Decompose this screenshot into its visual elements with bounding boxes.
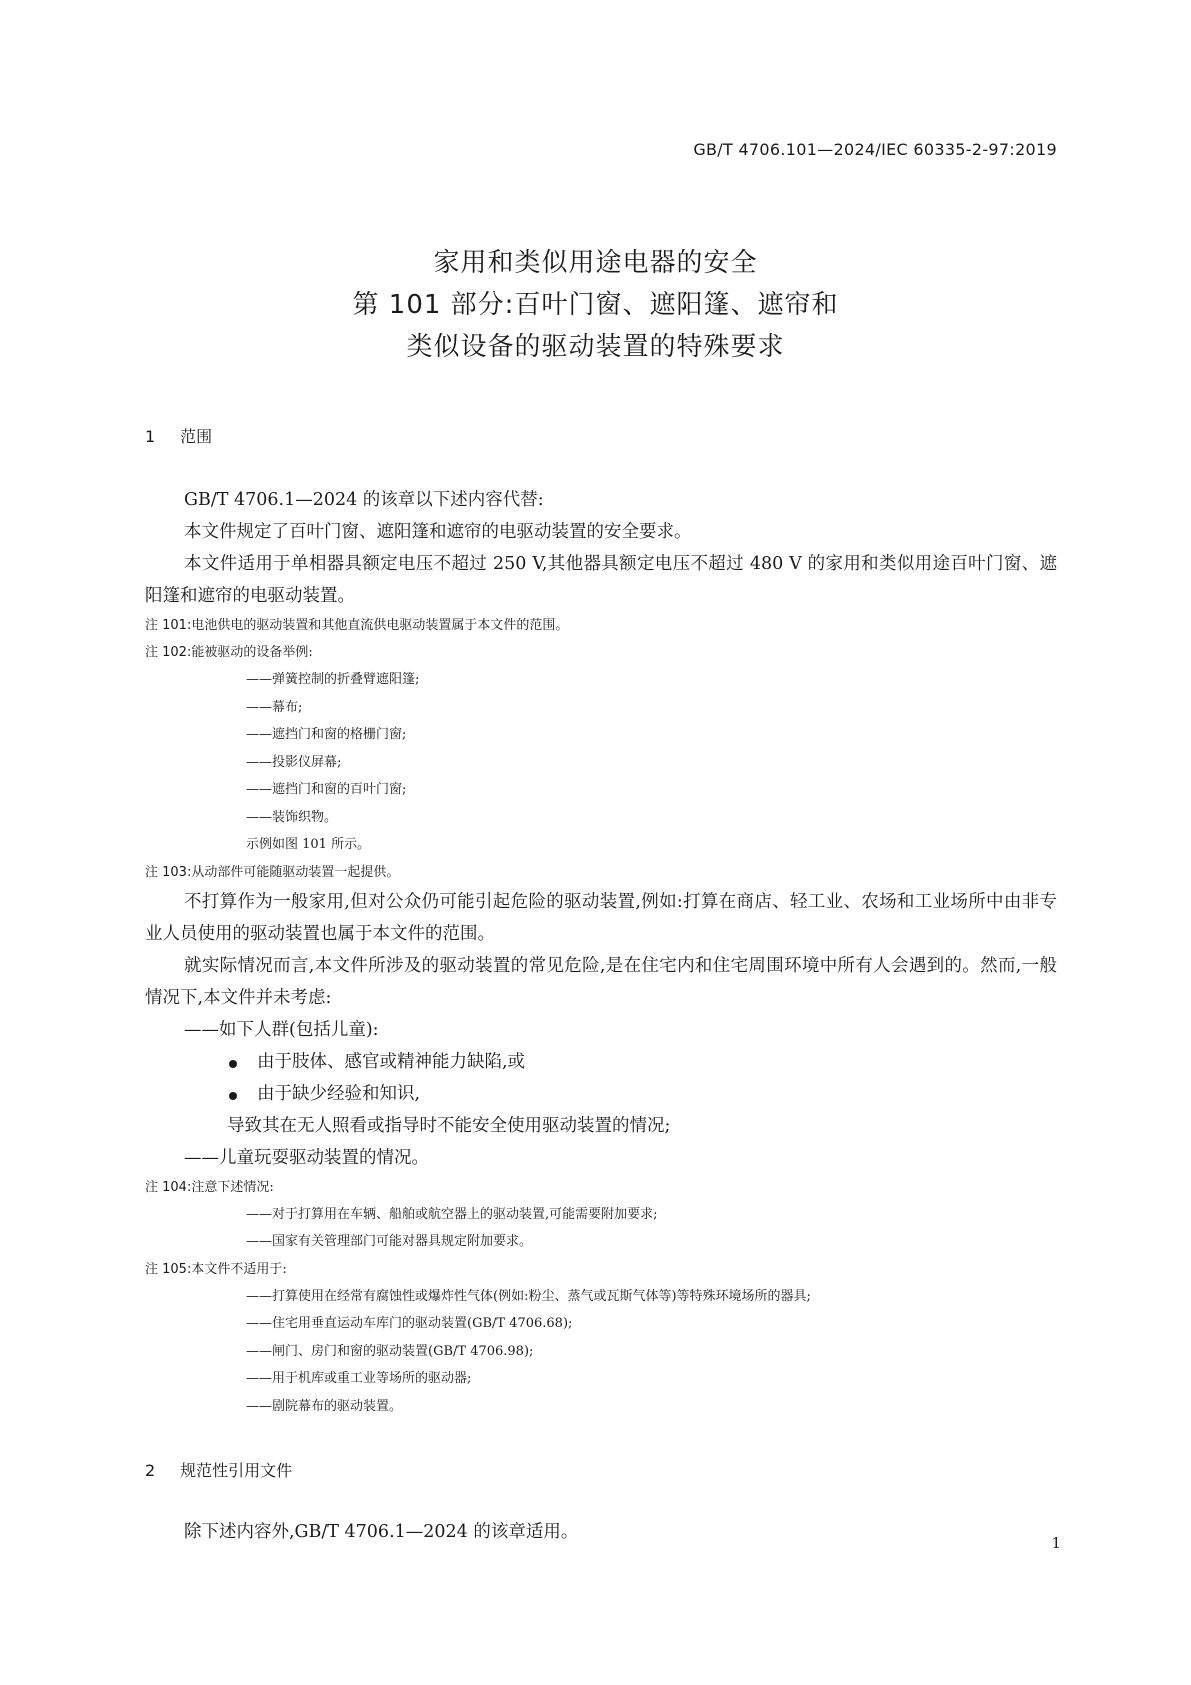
note-label: 注 102: [145, 645, 192, 660]
section-2-heading [145, 1458, 292, 1481]
list-item: ——打算使用在经常有腐蚀性或爆炸性气体(例如:粉尘、蒸气或瓦斯气体等)等特殊环境场所的器具; [246, 1288, 811, 1304]
note-102 [145, 639, 1057, 666]
list-item: ——遮挡门和窗的格栅门窗; [246, 727, 407, 742]
section-1-title: 范围 [180, 427, 213, 446]
section-1-heading [145, 424, 212, 447]
note-105 [145, 1256, 1057, 1283]
example-reference: 示例如图 101 所示。 [246, 837, 371, 852]
note-text: 注意下述情况: [191, 1179, 274, 1195]
note-text: 从动部件可能随驱动装置一起提供。 [191, 864, 400, 880]
list-item: ——幕布; [246, 699, 303, 715]
note-101 [145, 612, 1057, 639]
note-103 [145, 859, 1057, 886]
section-2-number: 2 [145, 1461, 156, 1480]
title-line-1: 家用和类似用途电器的安全 [433, 248, 758, 278]
section-1-body [145, 484, 1057, 1420]
bullet-icon [229, 1060, 237, 1068]
section-2-title: 规范性引用文件 [180, 1461, 293, 1480]
bullet-icon [229, 1092, 237, 1100]
bullet-item [145, 1078, 1057, 1110]
paragraph: 本文件规定了百叶门窗、遮阳篷和遮帘的电驱动装置的安全要求。 [184, 522, 692, 542]
continuation-text: 导致其在无人照看或指导时不能安全使用驱动装置的情况; [227, 1115, 671, 1136]
note-label: 注 103: [145, 864, 192, 880]
list-item: ——剧院幕布的驱动装置。 [246, 1398, 403, 1414]
list-item: ——弹簧控制的折叠臂遮阳篷; [246, 672, 420, 687]
page-number: 1 [1051, 1534, 1061, 1552]
dash-item: ——儿童玩耍驱动装置的情况。 [184, 1147, 429, 1168]
standard-code: GB/T 4706.101—2024/IEC 60335-2-97:2019 [693, 140, 1057, 159]
section-1-number: 1 [145, 427, 156, 446]
note-label: 注 104: [145, 1179, 192, 1195]
list-item: ——国家有关管理部门可能对器具规定附加要求。 [246, 1234, 533, 1249]
note-text: 本文件不适用于: [191, 1261, 287, 1277]
paragraph: 就实际情况而言,本文件所涉及的驱动装置的常见危险,是在住宅内和住宅周围环境中所有人会遇到的。然而,一般情况下,本文件并未考虑: [145, 955, 1057, 1008]
note-label: 注 105: [145, 1261, 192, 1277]
list-item: ——遮挡门和窗的百叶门窗; [246, 782, 407, 797]
paragraph: GB/T 4706.1—2024 的该章以下述内容代替: [184, 490, 544, 510]
dash-item: ——如下人群(包括儿童): [184, 1019, 379, 1040]
paragraph: 不打算作为一般家用,但对公众仍可能引起危险的驱动装置,例如:打算在商店、轻工业、农场和工业场所中由非专业人员使用的驱动装置也属于本文件的范围。 [145, 891, 1057, 944]
document-title [0, 242, 1191, 368]
bullet-item [145, 1046, 1057, 1078]
title-line-2: 第 101 部分:百叶门窗、遮阳篷、遮帘和 [352, 290, 839, 320]
paragraph: 本文件适用于单相器具额定电压不超过 250 V,其他器具额定电压不超过 480 V 的家用和类似用途百叶门窗、遮阳篷和遮帘的电驱动装置。 [145, 554, 1057, 606]
bullet-text: 由于肢体、感官或精神能力缺陷,或 [257, 1051, 526, 1072]
list-item: ——装饰织物。 [246, 809, 338, 825]
list-item: ——闸门、房门和窗的驱动装置(GB/T 4706.98); [246, 1343, 534, 1359]
note-label: 注 101: [145, 618, 192, 633]
note-text: 能被驱动的设备举例: [191, 645, 313, 660]
list-item: ——对于打算用在车辆、船舶或航空器上的驱动装置,可能需要附加要求; [246, 1206, 658, 1222]
bullet-text: 由于缺少经验和知识, [257, 1083, 421, 1104]
list-item: ——住宅用垂直运动车库门的驱动装置(GB/T 4706.68); [246, 1316, 573, 1331]
title-line-3: 类似设备的驱动装置的特殊要求 [406, 332, 785, 362]
note-104 [145, 1174, 1057, 1201]
note-text: 电池供电的驱动装置和其他直流供电驱动装置属于本文件的范围。 [191, 618, 569, 633]
list-item: ——投影仪屏幕; [246, 754, 342, 770]
paragraph: 除下述内容外,GB/T 4706.1—2024 的该章适用。 [184, 1522, 579, 1542]
list-item: ——用于机库或重工业等场所的驱动器; [246, 1371, 472, 1386]
section-2-body [145, 1516, 1057, 1548]
